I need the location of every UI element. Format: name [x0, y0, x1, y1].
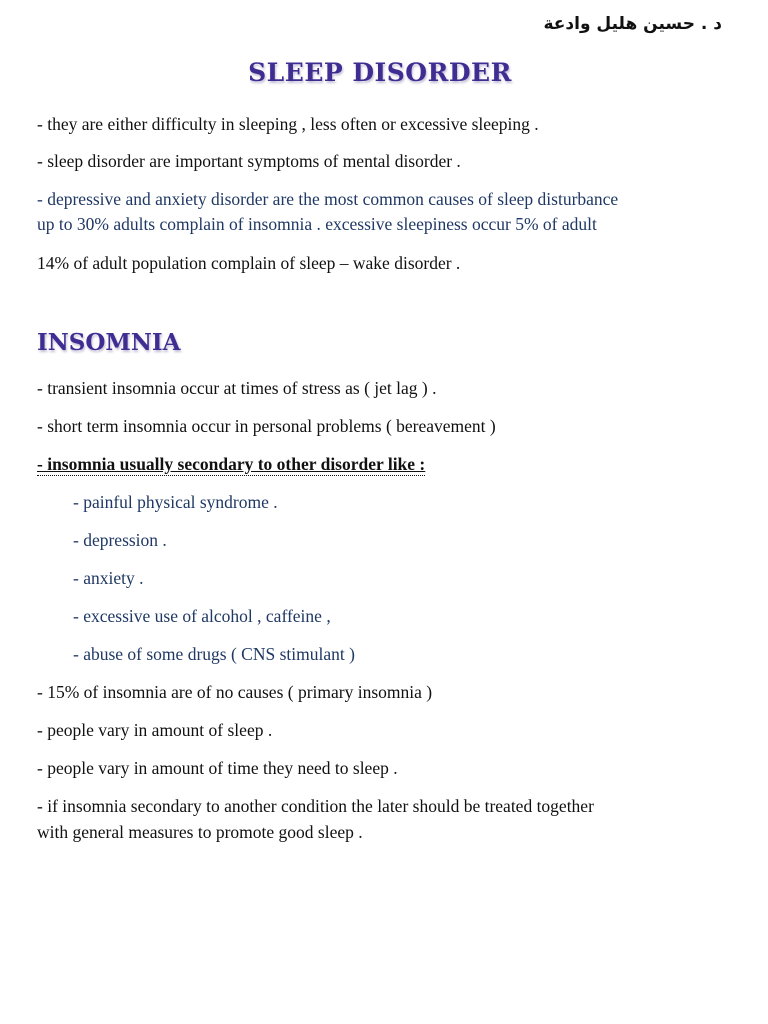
transient-insomnia-line: - transient insomnia occur at times of stress as ( jet lag ) . [37, 378, 437, 398]
intro-line-4: up to 30% adults complain of insomnia . excessive sleepiness occur 5% of adult [37, 214, 597, 234]
intro-line-1: - they are either difficulty in sleeping , less often or excessive sleeping . [37, 114, 539, 134]
cause-item: - depression . [73, 530, 167, 550]
note-line-5: with general measures to promote good sleep . [37, 822, 363, 842]
note-line-1: - 15% of insomnia are of no causes ( primary insomnia ) [37, 682, 433, 702]
secondary-heading [37, 452, 425, 477]
section-title-insomnia: INSOMNIA [37, 329, 181, 356]
note-line-2: - people vary in amount of sleep . [37, 720, 273, 740]
author-name: د . حسين هليل وادعة [543, 14, 722, 34]
secondary-heading-text: - insomnia usually secondary to other disorder like : [37, 454, 426, 474]
cause-item: - anxiety . [73, 568, 144, 588]
intro-line-5: 14% of adult population complain of sleep – wake disorder . [37, 253, 461, 273]
cause-item: - excessive use of alcohol , caffeine , [73, 606, 331, 626]
note-line-4: - if insomnia secondary to another condition the later should be treated together [37, 796, 594, 816]
short-term-insomnia-line: - short term insomnia occur in personal problems ( bereavement ) [37, 416, 496, 436]
intro-line-3: - depressive and anxiety disorder are the most common causes of sleep disturbance [37, 189, 619, 209]
page-title: SLEEP DISORDER [248, 58, 512, 87]
intro-line-2: - sleep disorder are important symptoms of mental disorder . [37, 151, 461, 171]
cause-item: - abuse of some drugs ( CNS stimulant ) [73, 644, 355, 664]
note-line-3: - people vary in amount of time they need to sleep . [37, 758, 398, 778]
cause-item: - painful physical syndrome . [73, 492, 278, 512]
